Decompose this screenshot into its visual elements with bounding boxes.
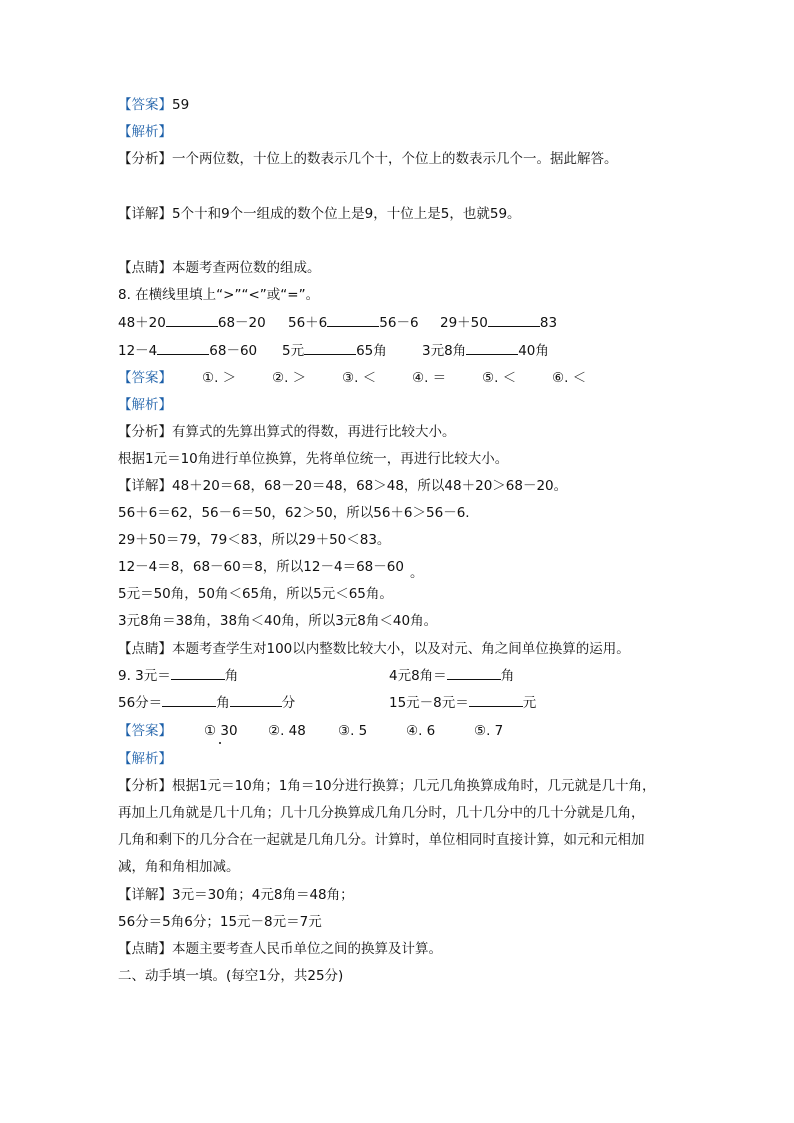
answer-blank[interactable] xyxy=(488,314,540,327)
dianjing-text: 本题考查学生对100以内整数比较大小，以及对元、角之间单位换算的运用。 xyxy=(172,641,630,657)
xiangjie-line xyxy=(118,205,521,223)
q9-row-2 xyxy=(118,694,678,712)
detail-line: 56＋6＝62，56－6＝50，62＞50，所以56＋6＞56－6. xyxy=(118,505,470,521)
answer-item: ⑤. ＜ xyxy=(482,370,517,386)
answer-blank[interactable] xyxy=(327,314,379,327)
answer-item: ③. 5 xyxy=(338,723,368,739)
q9-item: 15元－8元＝ 元 xyxy=(389,695,537,711)
q8-item: 5元 65角 xyxy=(282,343,387,359)
dianjing-tag: 【点睛】 xyxy=(118,260,172,276)
q9-row-1 xyxy=(118,667,678,685)
answer-item: ④. ＝ xyxy=(412,370,447,386)
fenxi-tag: 【分析】 xyxy=(118,778,172,794)
answer-item: ②. 48 xyxy=(268,723,306,739)
analysis-heading xyxy=(118,123,172,141)
dianjing-text: 本题主要考查人民币单位之间的换算及计算。 xyxy=(172,941,442,957)
analysis-heading xyxy=(118,750,172,768)
answer-line xyxy=(118,96,189,114)
xiangjie-tag: 【详解】 xyxy=(118,887,172,903)
dianjing-line xyxy=(118,640,630,658)
q8-item: 56＋6 56－6 xyxy=(288,315,419,331)
analysis-tag: 【解析】 xyxy=(118,124,172,140)
q9-item: 4元8角＝ 角 xyxy=(389,668,515,684)
fenxi-line xyxy=(118,423,456,441)
answer-tag: 【答案】 xyxy=(118,723,172,739)
detail-line: 3元8角＝38角，38角＜40角，所以3元8角＜40角。 xyxy=(118,613,438,629)
section-heading: 二、动手填一填。(每空1分，共25分) xyxy=(118,968,344,984)
analysis-tag: 【解析】 xyxy=(118,397,172,413)
xiangjie-text: 48＋20＝68，68－20＝48，68＞48，所以48＋20＞68－20。 xyxy=(172,478,568,494)
q9-answer-line xyxy=(118,722,678,740)
note-line: 根据1元＝10角进行单位换算，先将单位统一，再进行比较大小。 xyxy=(118,451,509,467)
dianjing-tag: 【点睛】 xyxy=(118,941,172,957)
answer-item: ④. 6 xyxy=(406,723,436,739)
answer-item: ① 30 xyxy=(204,723,238,739)
xiangjie-line xyxy=(118,886,354,904)
dianjing-line xyxy=(118,259,321,277)
stray-dot xyxy=(219,742,221,744)
q9-item: 56分＝ 角 分 xyxy=(118,695,296,711)
answer-blank[interactable] xyxy=(171,667,225,680)
dianjing-tag: 【点睛】 xyxy=(118,641,172,657)
detail-line: 29＋50＝79，79＜83，所以29＋50＜83。 xyxy=(118,532,391,548)
fenxi-continuation: 几角和剩下的几分合在一起就是几角几分。计算时，单位相同时直接计算，如元和元相加 xyxy=(118,832,645,848)
period-mark: 。 xyxy=(409,565,424,581)
fenxi-line xyxy=(118,150,618,168)
answer-blank[interactable] xyxy=(466,342,518,355)
answer-item: ②. ＞ xyxy=(272,370,307,386)
answer-blank[interactable] xyxy=(230,694,282,707)
fenxi-text: 有算式的先算出算式的得数，再进行比较大小。 xyxy=(172,424,456,440)
answer-blank[interactable] xyxy=(469,694,523,707)
dianjing-line xyxy=(118,940,442,958)
question-8-title: 8. 在横线里填上“>”“<”或“=”。 xyxy=(118,287,320,303)
answer-tag: 【答案】 xyxy=(118,97,172,113)
fenxi-continuation: 减，角和角相加减。 xyxy=(118,859,240,875)
answer-blank[interactable] xyxy=(304,342,356,355)
dianjing-text: 本题考查两位数的组成。 xyxy=(172,260,321,276)
fenxi-continuation: 再加上几角就是几十几角；几十几分换算成几角几分时，几十几分中的几十分就是几角， xyxy=(118,805,645,821)
q8-item: 3元8角 40角 xyxy=(422,343,549,359)
detail-text: 12－4＝8，68－60＝8，所以12－4＝68－60 xyxy=(118,559,404,575)
analysis-tag: 【解析】 xyxy=(118,751,172,767)
q8-item: 12－4 68－60 xyxy=(118,343,258,359)
xiangjie-text: 3元＝30角；4元8角＝48角； xyxy=(172,887,354,903)
answer-item: ⑤. 7 xyxy=(474,723,504,739)
fenxi-tag: 【分析】 xyxy=(118,151,172,167)
xiangjie-line xyxy=(118,477,567,495)
detail-line xyxy=(118,558,424,581)
fenxi-text: 根据1元＝10角；1角＝10分进行换算；几元几角换算成角时，几元就是几十角， xyxy=(172,778,656,794)
detail-line: 5元＝50角，50角＜65角，所以5元＜65角。 xyxy=(118,586,393,602)
answer-tag: 【答案】 xyxy=(118,370,172,386)
fenxi-text: 一个两位数，十位上的数表示几个十，个位上的数表示几个一。据此解答。 xyxy=(172,151,618,167)
fenxi-tag: 【分析】 xyxy=(118,424,172,440)
analysis-heading xyxy=(118,396,172,414)
q8-answer-line xyxy=(118,369,678,387)
q8-item: 48＋20 68－20 xyxy=(118,315,266,331)
answer-item: ⑥. ＜ xyxy=(552,370,587,386)
answer-blank[interactable] xyxy=(157,342,209,355)
fenxi-line xyxy=(118,777,656,795)
answer-blank[interactable] xyxy=(162,694,216,707)
q8-item: 29＋50 83 xyxy=(440,315,558,331)
xiangjie-tag: 【详解】 xyxy=(118,478,172,494)
q8-row-1 xyxy=(118,314,678,332)
answer-item: ①. ＞ xyxy=(202,370,237,386)
xiangjie-tag: 【详解】 xyxy=(118,206,172,222)
answer-blank[interactable] xyxy=(447,667,501,680)
answer-blank[interactable] xyxy=(166,314,218,327)
detail-line: 56分＝5角6分；15元－8元＝7元 xyxy=(118,914,322,930)
xiangjie-text: 5个十和9个一组成的数个位上是9，十位上是5，也就59。 xyxy=(172,206,521,222)
answer-item: ③. ＜ xyxy=(342,370,377,386)
q8-row-2 xyxy=(118,342,678,360)
answer-text: 59 xyxy=(172,97,190,113)
q9-item: 9. 3元＝ 角 xyxy=(118,668,239,684)
